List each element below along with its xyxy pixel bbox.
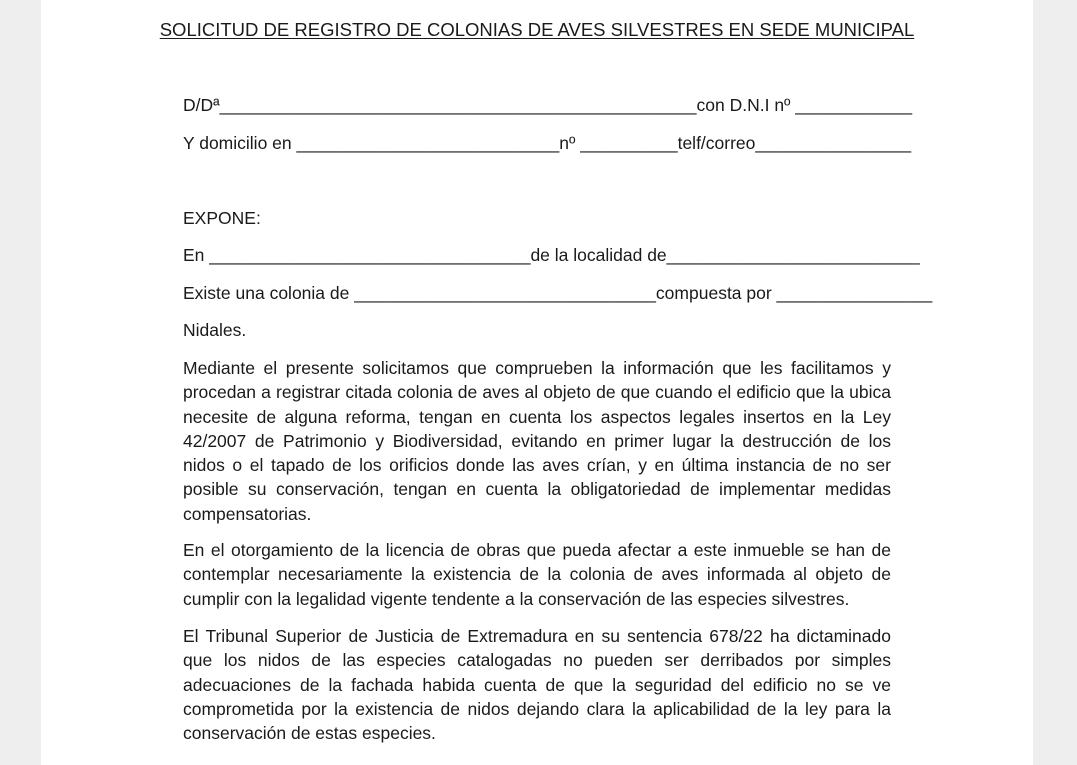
paragraph-request: Mediante el presente solicitamos que comprueben la información que les facilitamos y procedan a registrar citada colonia de aves al objeto de que cuando el edificio que la ubica necesite de alguna reforma, tengan en cuenta los aspectos legales insertos en la Ley 42/2007 de Patrimonio y Biodiversidad, evitando en primer lugar la destrucción de los nidos o el tapado de los orificios donde las aves crían, y en última instancia de no ser posible su conservación, tengan en cuenta la obligatoriedad de implementar medidas compensatorias. — [183, 358, 891, 524]
colony-field: Existe una colonia de _______________________________compuesta por ________________ — [183, 283, 933, 303]
document-title: SOLICITUD DE REGISTRO DE COLONIAS DE AVES SILVESTRES EN SEDE MUNICIPAL — [159, 19, 915, 40]
document-page — [41, 0, 1033, 765]
location-field: En _________________________________de la localidad de__________________________ — [183, 245, 920, 265]
expone-heading: EXPONE: — [183, 208, 261, 228]
paragraph-tribunal: El Tribunal Superior de Justicia de Extremadura en su sentencia 678/22 ha dictaminado que los nidos de las especies catalogadas no pueden ser derribados por simples adecuaciones de la fachada habida cuenta de que la seguridad del edificio no se ve comprometida por la existencia de nidos dejando clara la aplicabilidad de la ley para la conservación de estas especies. — [183, 626, 891, 744]
nidales-text: Nidales. — [183, 320, 247, 340]
applicant-name-field: D/Dª_________________________________________________con D.N.I nº ____________ — [183, 95, 913, 115]
paragraph-license: En el otorgamiento de la licencia de obras que pueda afectar a este inmueble se han de contemplar necesariamente la existencia de la colonia de aves informada al objeto de cumplir con la legalidad vigente tendente a la conservación de las especies silvestres. — [183, 540, 891, 609]
applicant-address-field: Y domicilio en ___________________________nº __________telf/correo________________ — [183, 133, 912, 153]
